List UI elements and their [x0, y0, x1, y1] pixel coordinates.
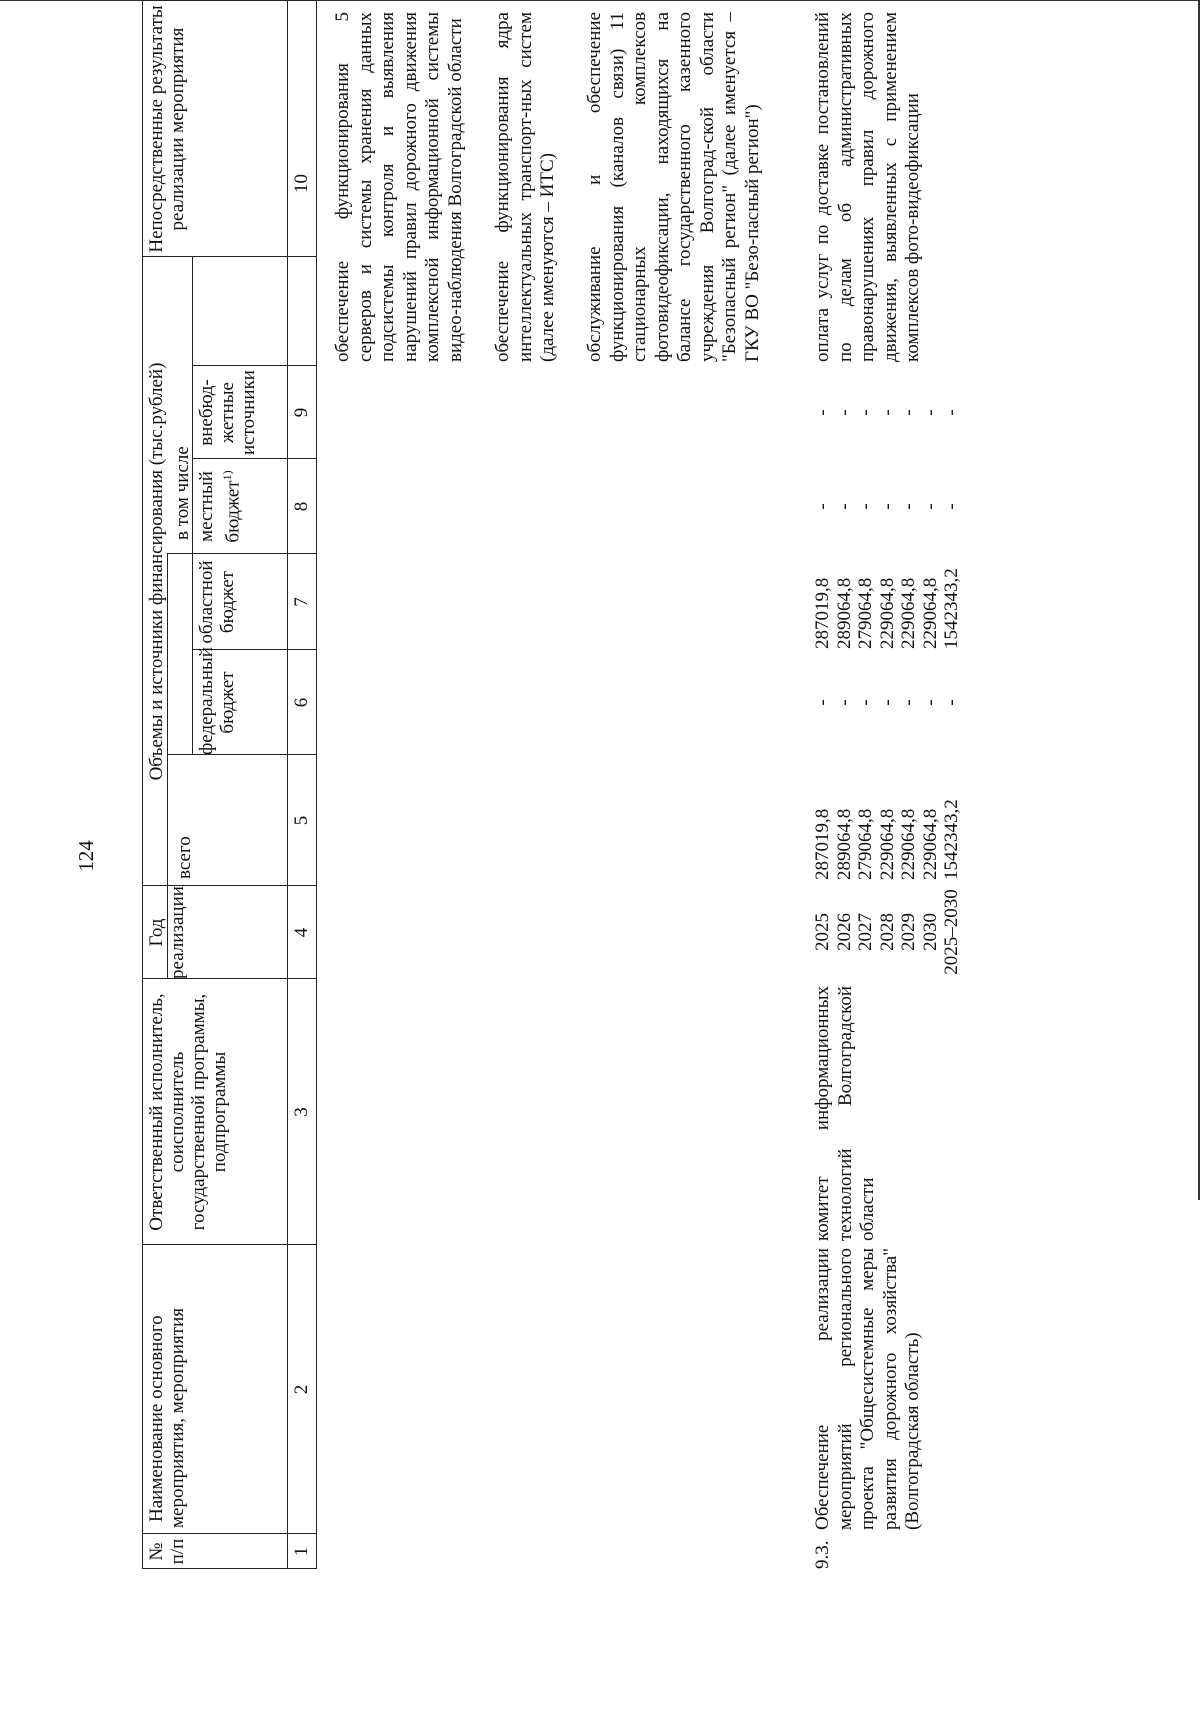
footnote-mark: 1)	[220, 470, 234, 481]
prev-result-3: обслуживание и обеспечение функционирования (каналов связи) 11 стационарных комплексов фотовидеофиксации, находящихся на балансе государственного казенного учреждения Волгоград-ской области "Безопасный регион" (далее именуется – ГКУ ВО "Безо-пасный регион")	[584, 12, 763, 362]
col-number-10: 10	[291, 174, 312, 193]
col-number-7: 7	[291, 597, 312, 607]
row-name: Обеспечение реализации мероприятий регионального проекта "Общесистемные меры развития дорожного хозяйства" (Волгоградская область)	[812, 1248, 923, 1530]
local-column: - - - - - - -	[812, 503, 962, 510]
col-number-5: 5	[291, 815, 312, 826]
row-number: 9.3.	[812, 1540, 833, 1569]
header-including: в том числе	[172, 446, 193, 540]
header-regional: областной бюджет	[196, 560, 238, 644]
header-executor: Ответственный исполнитель, соисполнитель государственной программы, подпрограммы	[146, 993, 230, 1231]
row-executor: комитет информационных технологий Волгоградской области	[812, 986, 878, 1241]
prev-result-2: обеспечение функционирования ядра интеллектуальных транспорт-ных систем (далее именуются – ИТС)	[492, 12, 558, 362]
regional-column: 287019,8 289064,8 279064,8 229064,8 229064,8 229064,8 1542343,2	[812, 568, 962, 649]
header-federal: федеральный бюджет	[196, 647, 238, 755]
col-number-2: 2	[291, 1384, 312, 1395]
col-number-1: 1	[291, 1546, 312, 1557]
page-number: 124	[74, 840, 98, 872]
header-name: Наименование основного мероприятия, мероприятия	[146, 1308, 188, 1528]
col-number-4: 4	[291, 927, 312, 938]
header-number: № п/п	[146, 1538, 188, 1565]
header-local: местный бюджет$^{1)}$	[196, 470, 244, 543]
header-results: Непосредственные результаты реализации мероприятия	[146, 5, 188, 253]
prev-result-1: обеспечение функционирования 5 серверов и системы хранения данных подсистемы контроля и выявления нарушений правил дорожного движения комплексной информационной системы видео-наблюдения Волгоградской области	[332, 12, 466, 362]
col-number-8: 8	[291, 501, 312, 512]
federal-column: - - - - - - -	[812, 699, 962, 706]
header-year: Год реализации	[146, 886, 188, 979]
header-funding: Объемы и источники финансирования (тыс.рублей)	[146, 362, 167, 781]
row-result: оплата услуг по доставке постановлений по делам об административных правонарушениях правил дорожного движения, выявленных с применением комплексов фото-видеофиксации	[812, 12, 923, 362]
header-total: всего	[174, 836, 195, 879]
years-column: 2025 2026 2027 2028 2029 2030 2025–2030	[812, 889, 962, 975]
col-number-3: 3	[291, 1107, 312, 1117]
col-number-6: 6	[291, 697, 312, 708]
extra-column: - - - - - - -	[812, 409, 962, 416]
header-extra: внебюд-жетные источники	[196, 370, 259, 455]
total-column: 287019,8 289064,8 279064,8 229064,8 229064,8 229064,8 1542343,2	[812, 799, 962, 880]
col-number-9: 9	[291, 407, 312, 418]
